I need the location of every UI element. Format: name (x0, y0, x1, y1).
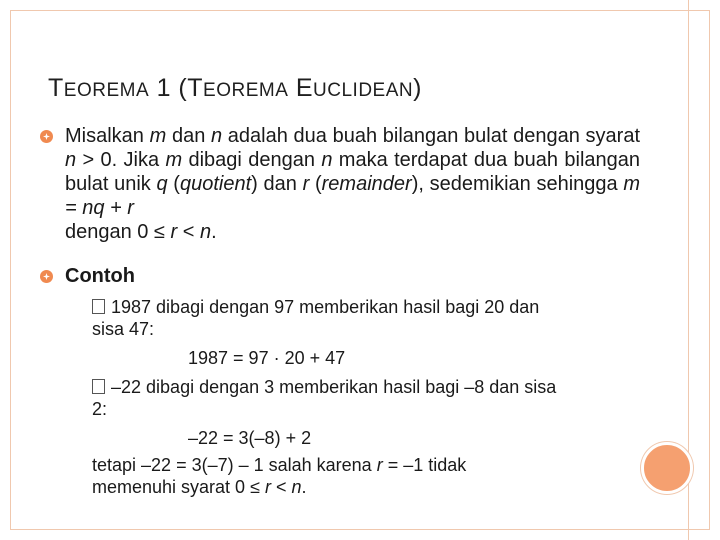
example-1: 1987 dibagi dengan 97 memberikan hasil bagi 20 dan sisa 47: (92, 297, 540, 339)
bullet-icon (40, 130, 53, 148)
theorem-statement: Misalkan m dan n adalah dua buah bilangan bulat dengan syarat n > 0. Jika m dibagi dengan n maka terdapat dua buah bilangan bulat unik q (quotient) dan r (remainder), sedemikian sehingga m = nq + r dengan 0 ≤ r < n. (65, 125, 641, 243)
example-2-equation: –22 = 3(–8) + 2 (188, 428, 312, 448)
example-heading: Contoh (65, 265, 135, 287)
checkbox-bullet-icon (92, 379, 105, 394)
example-2-note: tetapi –22 = 3(–7) – 1 salah karena r = –1 tidak memenuhi syarat 0 ≤ r < n. (92, 455, 467, 497)
decorative-circle (641, 442, 693, 494)
example-1-equation: 1987 = 97 · 20 + 47 (188, 348, 346, 368)
checkbox-bullet-icon (92, 299, 105, 314)
bullet-icon (40, 270, 53, 288)
example-2: –22 dibagi dengan 3 memberikan hasil bagi –8 dan sisa 2: (92, 377, 557, 419)
slide-title: TEOREMA 1 (TEOREMA EUCLIDEAN) (48, 74, 422, 102)
